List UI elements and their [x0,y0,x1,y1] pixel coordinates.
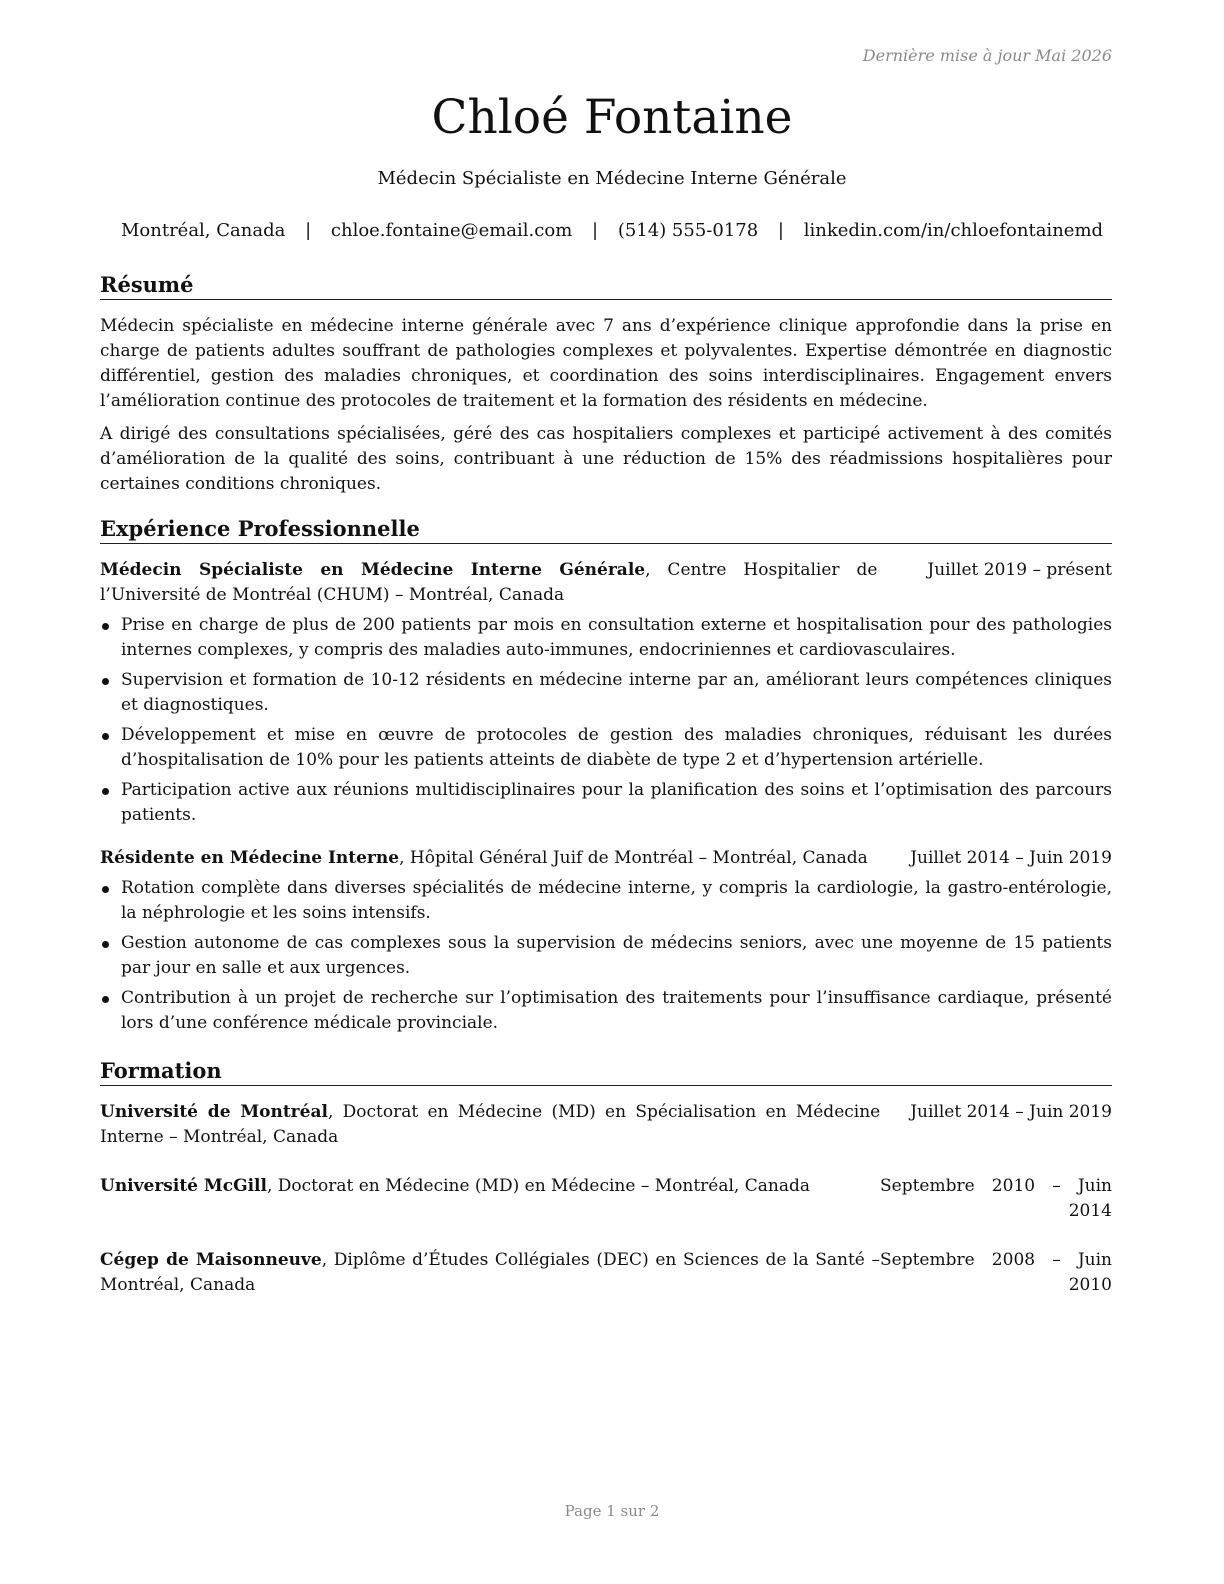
candidate-name: Chloé Fontaine [431,90,793,145]
list-item: Rotation complète dans diverses spécialités de médecine interne, y compris la cardiologie, la gastro-entérologie, la néphrologie et les soins intensifs. [100,876,1112,926]
list-item: Développement et mise en œuvre de protocoles de gestion des maladies chroniques, réduisant les durées d’hospitalisation de 10% pour les patients atteints de diabète de type 2 et d’hypertension artérielle. [100,723,1112,773]
page-number: Page 1 sur 2 [564,1502,660,1520]
summary-paragraph: A dirigé des consultations spécialisées, géré des cas hospitaliers complexes et participé activement à des comités d’amélioration de la qualité des soins, contribuant à une réduction de 15% des réadmissions hospitalières pour certaines conditions chroniques. [100,424,1112,494]
job-dates: Juillet 2019 – présent [927,560,1112,580]
contact-phone[interactable]: (514) 555-0178 [617,220,759,241]
degree-text: , Doctorat en Médecine (MD) en Médecine – Montréal, Canada [266,1176,810,1196]
list-item: Gestion autonome de cas complexes sous la supervision de médecins seniors, avec une moyenne de 15 patients par jour en salle et aux urgences. [100,931,1112,981]
contact-separator: | [305,220,312,241]
section-title-experience: Expérience Professionnelle [100,516,1112,544]
experience-entry [100,558,1112,828]
experience-section [100,516,1112,1041]
entry-header [100,846,1112,871]
job-role: Médecin Spécialiste en Médecine Interne Générale [100,560,646,580]
list-item: Prise en charge de plus de 200 patients par mois en consultation externe et hospitalisation pour des pathologies internes complexes, y compris des maladies auto-immunes, endocriniennes et cardiovasculaires. [100,613,1112,663]
school-name: Cégep de Maisonneuve [100,1250,322,1270]
education-section [100,1058,1112,1298]
job-dates: Juillet 2014 – Juin 2019 [910,848,1112,868]
school-name: Université McGill [100,1176,267,1196]
entry-header [100,558,1112,608]
education-entry [100,1100,1112,1150]
school-name: Université de Montréal [100,1102,328,1122]
summary-section [100,272,1112,497]
contact-separator: | [777,220,784,241]
contact-line [0,219,1224,243]
education-entry [100,1174,1112,1224]
last-updated: Dernière mise à jour Mai 2026 [862,46,1112,65]
degree-text: , Diplôme d’Études Collégiales (DEC) en Sciences de la Santé – Montréal, Canada [100,1250,880,1295]
education-dates: Septembre 2010 – Juin 2014 [880,1176,1112,1221]
education-dates: Septembre 2008 – Juin 2010 [880,1250,1112,1295]
section-title-summary: Résumé [100,272,1112,300]
candidate-title: Médecin Spécialiste en Médecine Interne Générale [377,168,847,189]
contact-email[interactable]: chloe.fontaine@email.com [330,220,573,241]
list-item: Participation active aux réunions multidisciplinaires pour la planification des soins et l’optimisation des parcours patients. [100,778,1112,828]
contact-location: Montréal, Canada [120,220,286,241]
summary-paragraph: Médecin spécialiste en médecine interne générale avec 7 ans d’expérience clinique approfondie dans la prise en charge de patients adultes souffrant de pathologies complexes et polyvalentes. Expertise démontrée en diagnostic différentiel, gestion des maladies chroniques, et coordination des soins interdisciplinaires. Engagement envers l’amélioration continue des protocoles de traitement et la formation des résidents en médecine. [100,316,1112,411]
section-title-education: Formation [100,1058,1112,1086]
list-item: Supervision et formation de 10-12 résidents en médecine interne par an, améliorant leurs compétences cliniques et diagnostiques. [100,668,1112,718]
job-role: Résidente en Médecine Interne [100,848,400,868]
job-bullets [100,613,1112,828]
job-bullets [100,876,1112,1036]
education-entry [100,1248,1112,1298]
degree-text: , Doctorat en Médecine (MD) en Spécialisation en Médecine Interne – Montréal, Canada [100,1102,881,1147]
experience-entry [100,846,1112,1036]
contact-separator: | [592,220,599,241]
job-place: , Centre Hospitalier de l’Université de Montréal (CHUM) – Montréal, Canada [100,560,878,605]
job-place: , Hôpital Général Juif de Montréal – Montréal, Canada [399,848,868,868]
contact-linkedin[interactable]: linkedin.com/in/chloefontainemd [803,220,1104,241]
list-item: Contribution à un projet de recherche sur l’optimisation des traitements pour l’insuffisance cardiaque, présenté lors d’une conférence médicale provinciale. [100,986,1112,1036]
education-dates: Juillet 2014 – Juin 2019 [910,1102,1112,1122]
